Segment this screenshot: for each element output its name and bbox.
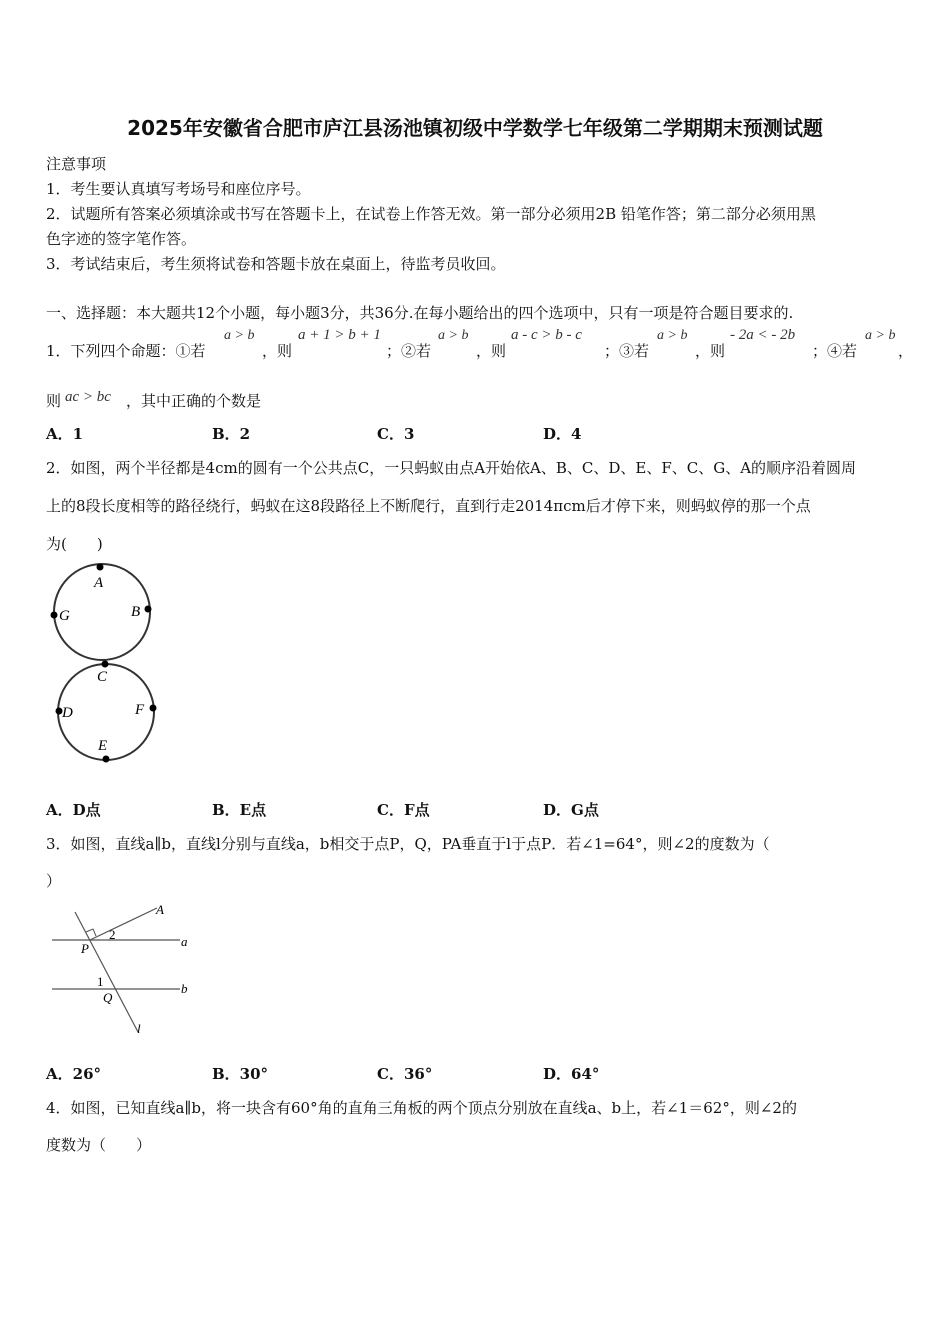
q2-option-d: D．G点 [543, 801, 599, 819]
label-f: F [135, 702, 145, 718]
point-c [102, 661, 109, 668]
ray-pa [90, 908, 157, 940]
q1-math: ac > bc [65, 389, 111, 405]
parallel-lines-figure [45, 900, 205, 1035]
notice-item: 3．考试结束后，考生须将试卷和答题卡放在桌面上，待监考员收回。 [46, 255, 506, 273]
q3-text: ） [46, 872, 62, 890]
point-b [145, 606, 152, 613]
q3-option-c: C．36° [377, 1065, 433, 1083]
q2-option-a: A．D点 [46, 801, 101, 819]
q2-option-c: C．F点 [377, 801, 430, 819]
q2-text: 上的8段长度相等的路径绕行，蚂蚁在这8段路径上不断爬行，直到行走2014πcm后才停下来，则蚂蚁停的那一个点 [46, 497, 811, 515]
notice-heading: 注意事项 [46, 155, 107, 173]
q1-text: ， [898, 342, 914, 360]
line-l [75, 912, 138, 1032]
q1-math: a + 1 > b + 1 [298, 327, 381, 343]
label-g: G [59, 608, 70, 624]
q1-text: ；④若 [812, 342, 858, 360]
q2-text: 为( ) [46, 535, 103, 553]
label-P: P [81, 941, 89, 956]
label-d: D [62, 705, 73, 721]
q1-math: a > b [438, 328, 469, 343]
q1-text: 1．下列四个命题：①若 [46, 342, 206, 360]
label-l-line: l [137, 1021, 141, 1035]
q4-text: 度数为（ ） [46, 1136, 152, 1154]
label-angle-2: 2 [109, 927, 116, 942]
label-angle-1: 1 [97, 974, 104, 989]
page-title: 2025年安徽省合肥市庐江县汤池镇初级中学数学七年级第二学期期末预测试题 [127, 116, 823, 140]
q1-text: ，则 [262, 342, 293, 360]
label-b-line: b [181, 981, 188, 996]
q1-text: ，则 [695, 342, 726, 360]
point-g [51, 612, 58, 619]
q1-text: ，则 [476, 342, 507, 360]
q1-option-b: B．2 [212, 425, 251, 443]
q3-text: 3．如图，直线a∥b，直线l分别与直线a，b相交于点P，Q，PA垂直于l于点P．若∠1=64°，则∠2的度数为（ [46, 835, 770, 853]
label-b: B [131, 604, 141, 620]
two-circles-figure [40, 560, 170, 770]
notice-item: 2．试题所有答案必须填涂或书写在答题卡上，在试卷上作答无效。第一部分必须用2B 铅笔作答；第二部分必须用黑 [46, 205, 816, 223]
q1-text: ；②若 [386, 342, 432, 360]
q1-text: ；③若 [604, 342, 650, 360]
point-f [150, 705, 157, 712]
q1-math: a > b [224, 328, 255, 343]
label-a-line: a [181, 934, 188, 949]
point-e [103, 756, 110, 763]
label-e: E [98, 738, 108, 754]
q1-math: - 2a < - 2b [730, 327, 796, 343]
section-heading: 一、选择题：本大题共12个小题，每小题3分，共36分.在每小题给出的四个选项中，只有一项是符合题目要求的. [46, 304, 794, 322]
q2-option-b: B．E点 [212, 801, 267, 819]
point-a [97, 564, 104, 571]
q3-option-a: A．26° [46, 1065, 102, 1083]
q1-math: a - c > b - c [511, 327, 582, 343]
q3-option-b: B．30° [212, 1065, 269, 1083]
q2-text: 2．如图，两个半径都是4cm的圆有一个公共点C，一只蚂蚁由点A开始依A、B、C、D、E、F、C、G、A的顺序沿着圆周 [46, 459, 857, 477]
q1-option-a: A．1 [46, 425, 84, 443]
label-c: C [97, 669, 108, 685]
q4-text: 4．如图，已知直线a∥b，将一块含有60°角的直角三角板的两个顶点分别放在直线a、b上，若∠1＝62°，则∠2的 [46, 1099, 797, 1117]
q1-option-c: C．3 [377, 425, 415, 443]
q1-option-d: D．4 [543, 425, 582, 443]
q1-text: 则 [46, 392, 62, 410]
q1-text: ，其中正确的个数是 [126, 392, 262, 410]
q1-math: a > b [865, 328, 896, 343]
label-A: A [156, 902, 164, 917]
label-Q: Q [103, 990, 113, 1005]
label-a: A [94, 575, 104, 591]
q1-math: a > b [657, 328, 688, 343]
notice-item: 色字迹的签字笔作答。 [46, 230, 197, 248]
q3-option-d: D．64° [543, 1065, 600, 1083]
notice-item: 1．考生要认真填写考场号和座位序号。 [46, 180, 311, 198]
